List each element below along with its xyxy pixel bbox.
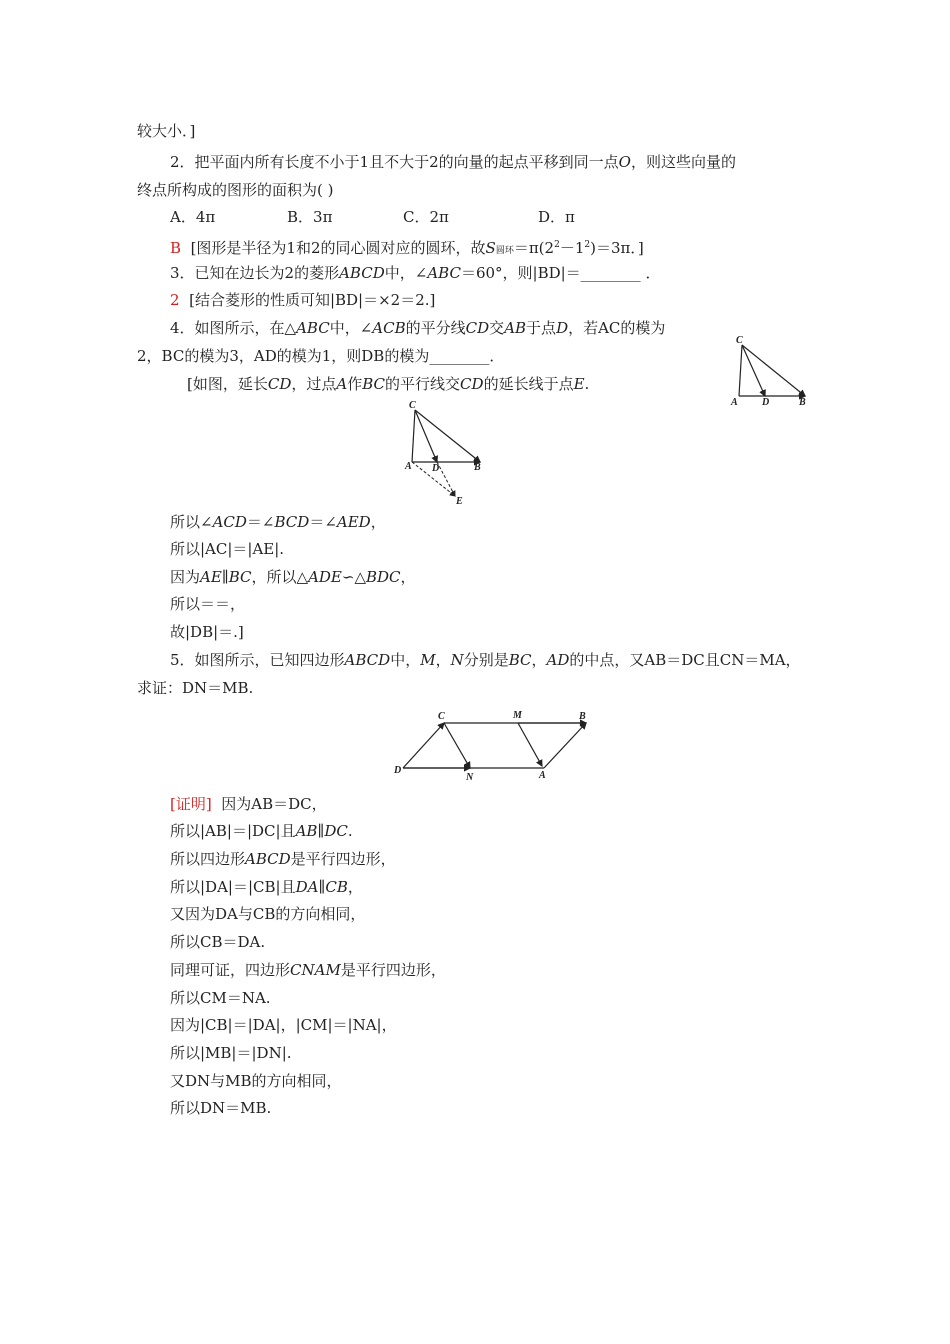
choice-c: C．2π bbox=[403, 208, 449, 226]
label-n: N bbox=[466, 772, 474, 782]
question-4-line-2: 2，BC的模为3，AD的模为1，则DB的模为________． bbox=[137, 347, 505, 365]
proof-line-11: 又DN与MB的方向相同， bbox=[170, 1072, 342, 1090]
answer-4-line-1: 所以∠ACD＝∠BCD＝∠AED， bbox=[170, 513, 386, 531]
segment-dc bbox=[403, 723, 444, 768]
segment-cb bbox=[415, 410, 480, 462]
answer-4-line-4: 所以＝＝， bbox=[170, 595, 246, 613]
answer-2: B [图形是半径为1和2的同心圆对应的圆环，故S圆环$=\pi(2^2-1^2)=3\pi$．] bbox=[170, 239, 644, 257]
proof-line-3: 所以四边形ABCD是平行四边形， bbox=[170, 850, 396, 868]
proof-line-12: 所以DN＝MB. bbox=[170, 1099, 272, 1117]
label-b: B bbox=[799, 397, 806, 408]
segment-cd bbox=[742, 345, 765, 396]
label-a: A bbox=[405, 461, 412, 472]
proof-line-8: 所以CM＝NA. bbox=[170, 989, 271, 1007]
choice-d: D．π bbox=[538, 208, 575, 226]
label-a: A bbox=[539, 770, 546, 781]
segment-ma bbox=[518, 723, 542, 766]
proof-line-6: 所以CB＝DA. bbox=[170, 933, 266, 951]
triangle-figure-2 bbox=[400, 398, 490, 506]
label-d: D bbox=[394, 765, 402, 776]
question-5-line-2: 求证：DN＝MB. bbox=[137, 679, 254, 697]
answer-letter: B bbox=[170, 239, 182, 257]
proof-line-5: 又因为DA与CB的方向相同， bbox=[170, 905, 366, 923]
label-c: C bbox=[438, 711, 445, 722]
answer-3: 2 [结合菱形的性质可知|BD|＝×2＝2.] bbox=[170, 291, 436, 309]
proof-line-4: 所以|DA|＝|CB|且DA∥CB， bbox=[170, 878, 363, 896]
label-b: B bbox=[579, 711, 586, 722]
choice-a: A．4π bbox=[170, 208, 216, 226]
segment-de bbox=[437, 462, 455, 496]
question-3: 3．已知在边长为2的菱形ABCD中，∠ABC＝60°，则|BD|＝________ ． bbox=[170, 264, 661, 282]
proof-line-2: 所以|AB|＝|DC|且AB∥DC. bbox=[170, 822, 353, 840]
answer-4-line-3: 因为AE∥BC，所以△ADE∽△BDC， bbox=[170, 568, 416, 586]
parallelogram-figure bbox=[390, 706, 595, 782]
label-d: D bbox=[432, 463, 440, 474]
segment-cd bbox=[415, 410, 437, 462]
label-c: C bbox=[736, 335, 743, 346]
label-e: E bbox=[456, 496, 463, 506]
label-a: A bbox=[731, 397, 738, 408]
question-2-line-2: 终点所构成的图形的面积为( ) bbox=[137, 181, 334, 199]
segment-ab bbox=[544, 723, 586, 768]
label-c: C bbox=[409, 400, 416, 411]
segment-cb bbox=[742, 345, 805, 396]
answer-4-line-5: 故|DB|＝.] bbox=[170, 623, 244, 641]
label-d: D bbox=[762, 397, 770, 408]
proof-tag: [证明] bbox=[170, 795, 212, 813]
question-2-line-1: 2．把平面内所有长度不小于1且不大于2的向量的起点平移到同一点O，则这些向量的 bbox=[170, 153, 736, 171]
segment-ca bbox=[412, 410, 415, 462]
proof-line-1: [证明] 因为AB＝DC， bbox=[170, 795, 327, 813]
segment-cn bbox=[444, 723, 470, 768]
choice-b: B．3π bbox=[287, 208, 333, 226]
triangle-figure-1 bbox=[728, 333, 810, 409]
question-4-line-1: 4．如图所示，在△ABC中，∠ACB的平分线CD交AB于点D，若AC的模为 bbox=[170, 319, 666, 337]
answer-number: 2 bbox=[170, 291, 180, 309]
segment-ca bbox=[739, 345, 742, 396]
question-5-line-1: 5．如图所示，已知四边形ABCD中，M，N分别是BC，AD的中点，又AB＝DC且CN＝MA， bbox=[170, 651, 801, 669]
label-b: B bbox=[474, 462, 481, 473]
label-m: M bbox=[513, 710, 522, 721]
proof-line-9: 因为|CB|＝|DA|，|CM|＝|NA|， bbox=[170, 1016, 397, 1034]
answer-4-line-2: 所以|AC|＝|AE|. bbox=[170, 540, 285, 558]
answer-4-intro: [如图，延长CD，过点A作BC的平行线交CD的延长线于点E. bbox=[187, 375, 590, 393]
proof-line-7: 同理可证，四边形CNAM是平行四边形， bbox=[170, 961, 446, 979]
proof-line-10: 所以|MB|＝|DN|. bbox=[170, 1044, 292, 1062]
text-line-1: 较大小．] bbox=[137, 122, 196, 140]
